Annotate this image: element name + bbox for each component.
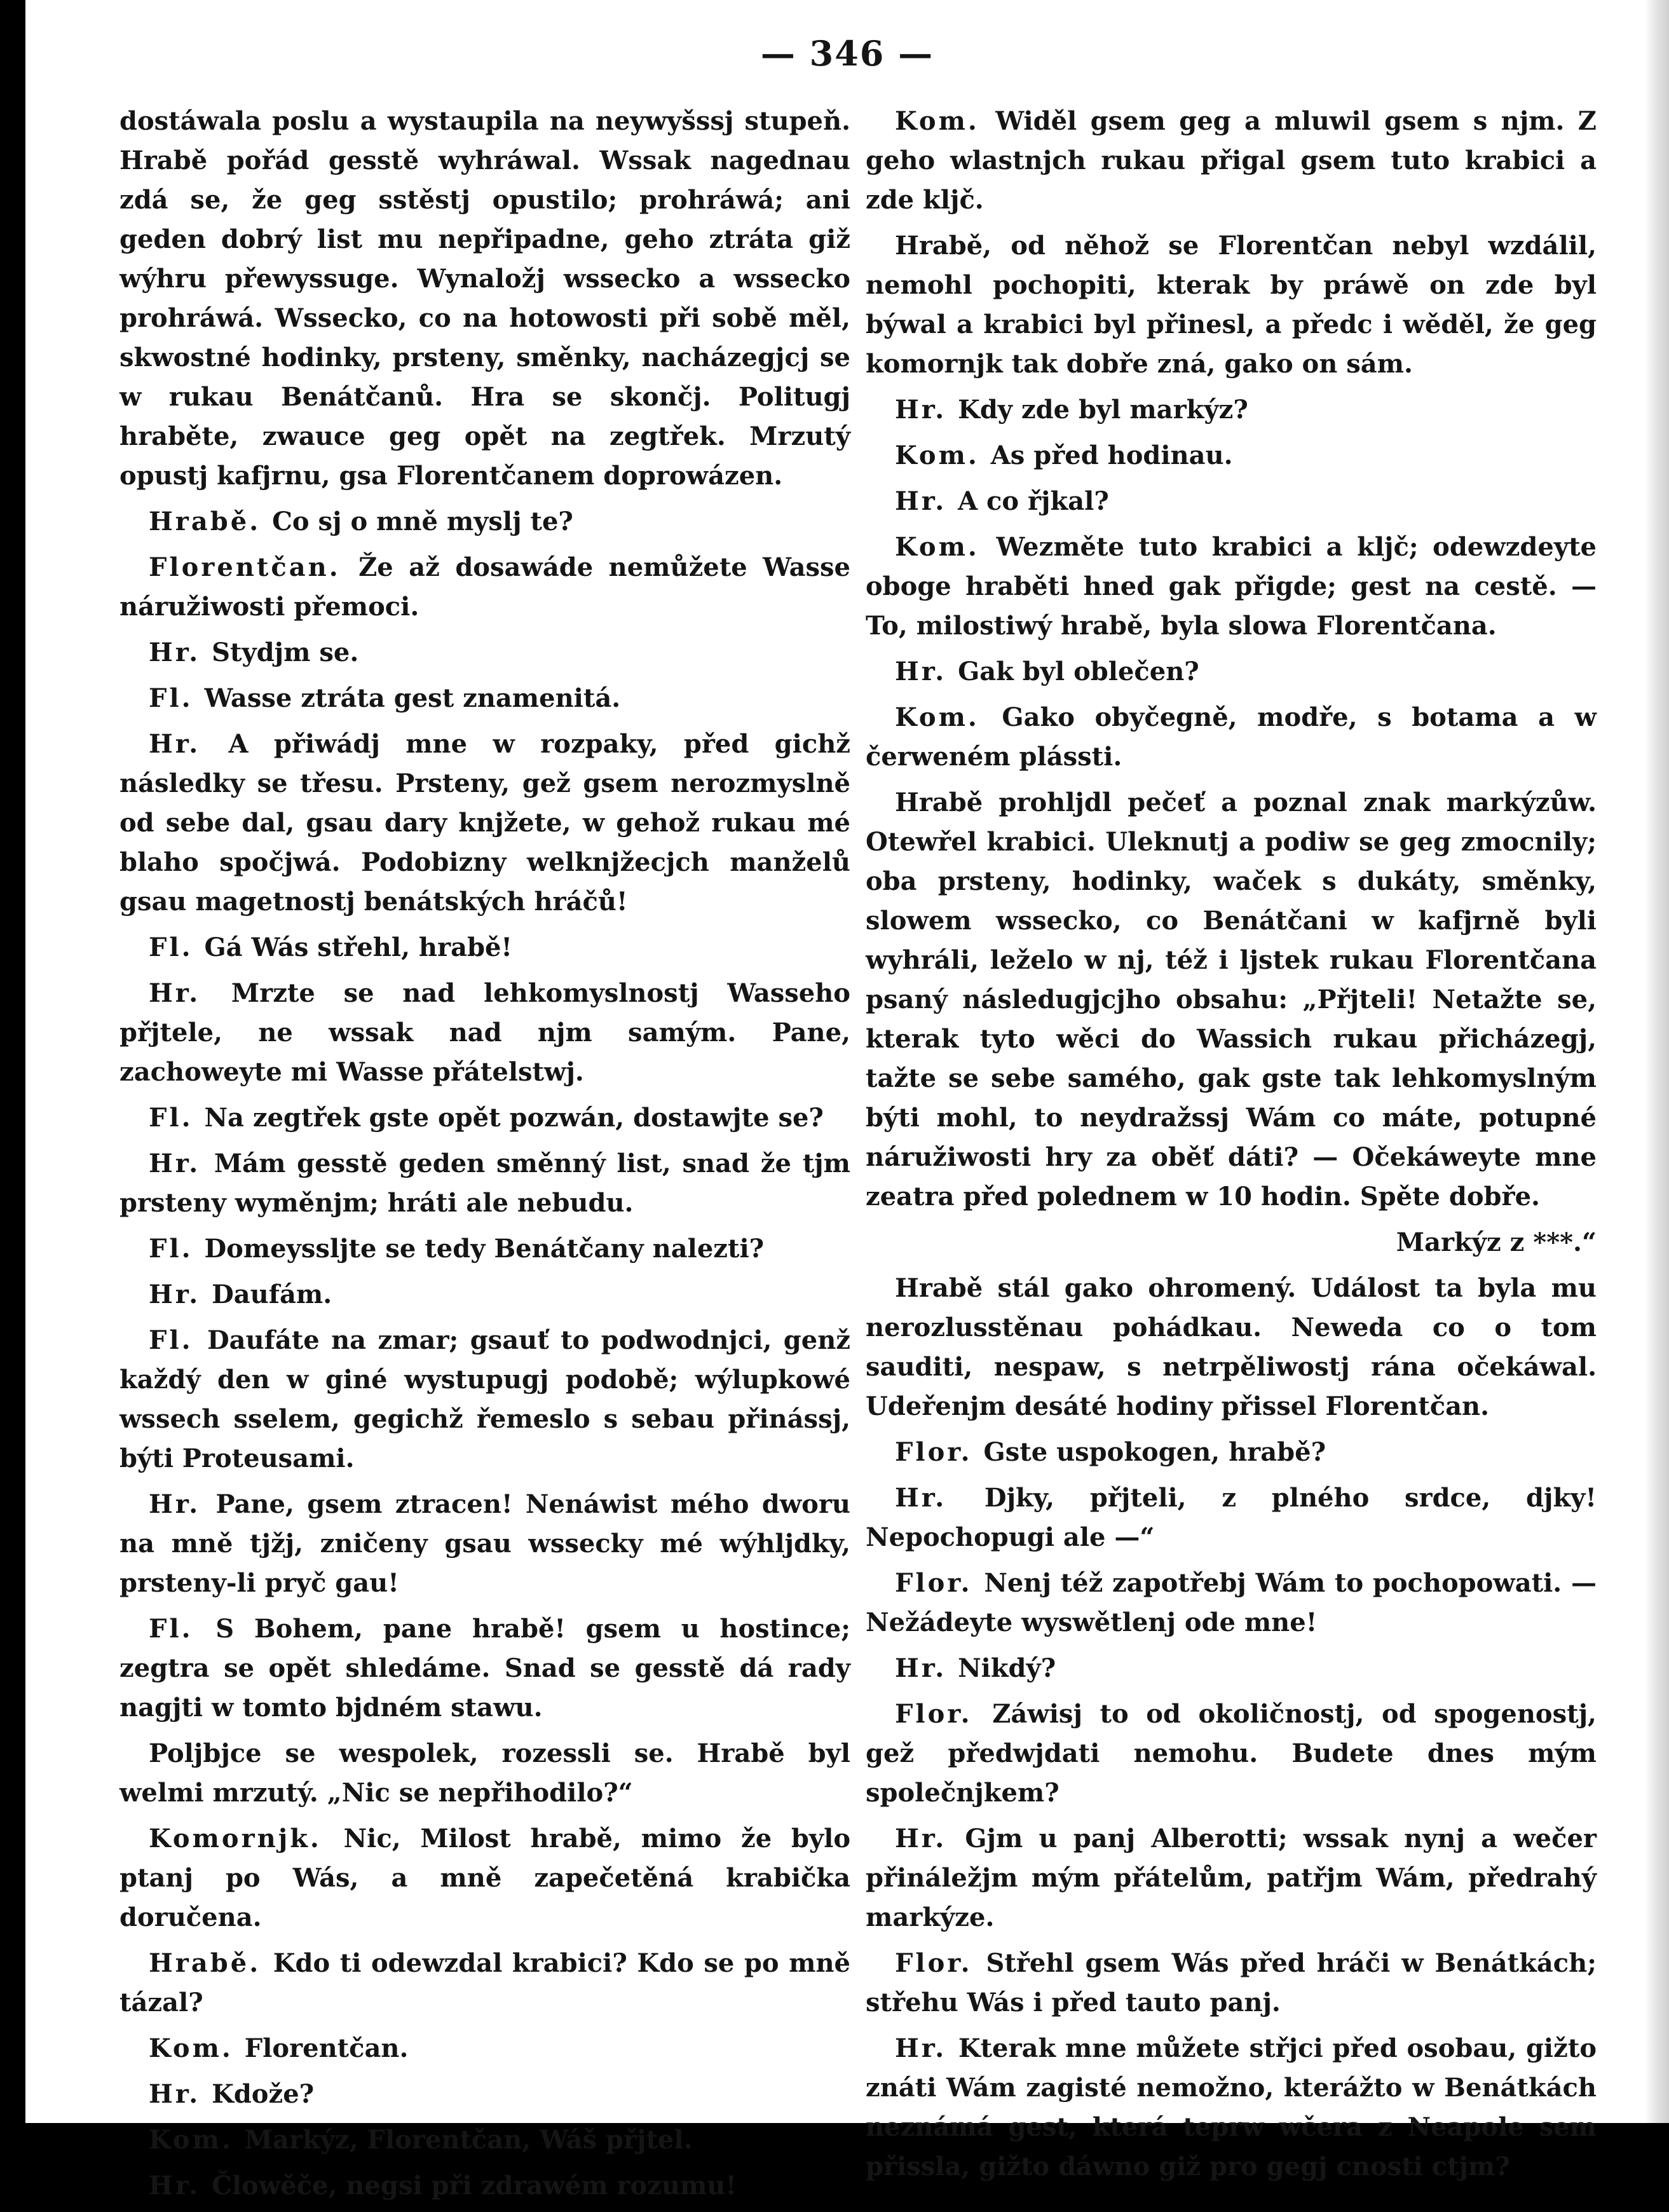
paragraph — [866, 528, 1597, 646]
paragraph — [119, 974, 850, 1092]
paragraph-text: dostáwala poslu a wystaupila na neywyšssj stupeň. Hrabě pořád gesstě wyhráwal. Wssak nagednau zdá se, že geg sstěstj opustilo; prohráwá; ani geden dobrý list mu nepřipadne, geho ztráta giž wýhru přewyssuge. Wynaložj wssecko a wssecko prohráwá. Wssecko, co na hotowosti při sobě měl, skwostné hodinky, prsteny, směnky, nacházegjcj se w rukau Benátčanů. Hra se skončj. Politugj hraběte, zwauce geg opět na zegtřek. Mrzutý opustj kafjrnu, gsa Florentčanem doprowázen. — [119, 106, 850, 491]
paragraph-text: Wasse ztráta gest znamenitá. — [204, 683, 621, 713]
paragraph-text: Gá Wás střehl, hrabě! — [204, 932, 512, 962]
book-page — [25, 0, 1669, 2201]
page-edge-shadow — [1645, 0, 1669, 2123]
paragraph-text: A přiwádj mne w rozpaky, před gichž následky se třesu. Prsteny, gež gsem nerozmyslně od sebe dal, gsau dary knjžete, w gehož rukau mé blaho spočjwá. Podobizny welknjžecjch manželů gsau magetnostj benátských hráčů! — [119, 729, 850, 917]
paragraph — [119, 2120, 850, 2160]
paragraph-text: Záwisj to od okolіčnostj, od spogenostj, gež předwjdati nemohu. Budete dnes mým společnjkem? — [866, 1699, 1597, 1808]
paragraph — [866, 1819, 1597, 1937]
paragraph — [866, 1695, 1597, 1813]
paragraph — [866, 1478, 1597, 1557]
paragraph-text: Kdy zde byl markýz? — [958, 395, 1248, 425]
speaker-label: Hr. — [895, 395, 947, 425]
speaker-label: Hr. — [149, 1489, 201, 1519]
paragraph — [119, 1275, 850, 1314]
speaker-label: Hr. — [149, 729, 201, 759]
speaker-label: Hr. — [895, 1483, 947, 1513]
speaker-label: Hr. — [149, 638, 201, 667]
speaker-label: Hr. — [149, 1149, 201, 1178]
speaker-label: Hrabě. — [149, 507, 261, 536]
paragraph — [119, 1098, 850, 1138]
speaker-label: Kom. — [149, 2125, 233, 2155]
paragraph — [119, 679, 850, 718]
paragraph-text: Widěl gsem geg a mluwil gsem s njm. Z geho wlastnjch rukau přigal gsem tuto krabici a zde klјč. — [866, 106, 1597, 215]
paragraph-text: Co sj o mně myslj te? — [272, 507, 573, 536]
paragraph — [119, 1734, 850, 1813]
speaker-label: Komornjk. — [149, 1824, 322, 1854]
speaker-label: Hr. — [149, 1280, 201, 1309]
paragraph — [866, 436, 1597, 475]
paragraph-text: Markýz, Florentčan, Wáš přjtel. — [244, 2125, 693, 2155]
paragraph — [866, 652, 1597, 692]
speaker-label: Fl. — [149, 932, 193, 962]
paragraph-text: Djky, přjteli, z plného srdce, djky! Nepochopugi ale —“ — [866, 1483, 1597, 1552]
speaker-label: Kom. — [149, 2033, 233, 2063]
paragraph — [866, 226, 1597, 384]
paragraph-text: Domeyssljte se tedy Benátčany nalezti? — [204, 1234, 765, 1264]
paragraph — [119, 928, 850, 967]
paragraph — [119, 2166, 850, 2206]
paragraph-text: Wezměte tuto krabici a klјč; odewzdeyte oboge hraběti hned gak přigde; gest na cestě. — To, milostiwý hrabě, byla slowa Florentčana. — [866, 532, 1597, 641]
paragraph-text: Nenj též zapotřebj Wám to pochopowati. — Nežádeyte wyswětlenj ode mne! — [866, 1568, 1597, 1637]
speaker-label: Hr. — [149, 2171, 201, 2201]
speaker-label: Kom. — [895, 532, 979, 562]
speaker-label: Fl. — [149, 1614, 193, 1644]
paragraph-text: Hrabě stál gako ohromený. Událost ta byla mu nerozlusstěnau pohádkau. Neweda co o tom sauditi, nespaw, s netrpělіwostj rána očekáwal. Udeřenjm desáté hodiny přissel Florentčan. — [866, 1273, 1597, 1421]
speaker-label: Hr. — [895, 2033, 947, 2063]
paragraph-text: A co řjkal? — [958, 486, 1109, 516]
paragraph — [866, 698, 1597, 777]
paragraph-text: Pane, gsem ztracen! Nenáwist mého dworu na mně tjžj, zničeny gsau wssecky mé wýhlјdky, prsteny-li pryč gau! — [119, 1489, 850, 1598]
speaker-label: Kom. — [895, 440, 979, 470]
paragraph-text: Nikdý? — [958, 1653, 1056, 1683]
speaker-label: Fl. — [149, 1234, 193, 1264]
speaker-label: Flor. — [895, 1568, 972, 1598]
paragraph-text: Hrabě prohljdl pečeť a poznal znak markýzůw. Otewřel krabici. Uleknutj a podiw se geg zmocnily; oba prsteny, hodinky, waček s dukáty, směnky, slowem wssecko, co Benátčani w kafjrně byli wyhráli, leželo w nj, též i ljstek rukau Florentčana psaný následugjcjho obsahu: „Přjteli! Netažte se, kterak tyto wěci do Wassich rukau přicházegj, tažte se sebe samého, gak gste tak lehkomyslným býti mohl, to neydražssj Wám co máte, potupné náružiwosti hry za oběť dáti? — Očekáweyte mne zeatra před polednem w 10 hodin. Spěte dobře. — [866, 788, 1597, 1212]
paragraph-text: Daufám. — [212, 1280, 332, 1309]
paragraph — [119, 1321, 850, 1478]
paragraph — [866, 1433, 1597, 1472]
paragraph — [866, 783, 1597, 1217]
paragraph — [119, 1609, 850, 1728]
paragraph — [119, 725, 850, 922]
paragraph-text: Markýz z ***.“ — [1396, 1227, 1597, 1257]
paragraph-text: Kdože? — [212, 2079, 315, 2109]
paragraph — [866, 1269, 1597, 1426]
paragraph — [866, 390, 1597, 430]
paragraph-text: Střehl gsem Wás před hráči w Benátkách; střehu Wás i před tauto panj. — [866, 1948, 1597, 2017]
paragraph — [119, 633, 850, 672]
speaker-label: Hrabě. — [149, 1948, 261, 1978]
paragraph-text: S Bohem, pane hrabě! gsem u hostince; zegtra se opět shledáme. Snad se gesstě dá rady nagjti w tomto bjdném stawu. — [119, 1614, 850, 1723]
speaker-label: Flor. — [895, 1948, 972, 1978]
speaker-label: Fl. — [149, 1103, 193, 1133]
page-number: — 346 — — [760, 33, 934, 74]
paragraph-text: Gak byl oblečen? — [958, 657, 1199, 686]
paragraph-text: Mám gesstě geden směnný list, snad že tjm prsteny wyměnjm; hráti ale nebudu. — [119, 1149, 850, 1218]
paragraph — [119, 1229, 850, 1269]
paragraph-text: Člowěče, negsi při zdrawém rozumu! — [212, 2171, 737, 2201]
speaker-label: Kom. — [895, 106, 979, 136]
paragraph-text: Poljbjce se wespolek, rozessli se. Hrabě byl welmi mrzutý. „Nic se nepřihodilo?“ — [119, 1738, 850, 1808]
paragraph — [119, 548, 850, 627]
paragraph-text: Mrzte se nad lehkomyslnostj Wasseho přjtele, ne wssak nad njm samým. Pane, zachoweyte mi Wasse přátelstwj. — [119, 978, 850, 1087]
paragraph-text: Že až dosawáde nemůžete Wasse náružiwosti přemoci. — [119, 552, 850, 622]
paragraph — [119, 2075, 850, 2114]
paragraph — [866, 1649, 1597, 1688]
speaker-label: Flor. — [895, 1437, 972, 1467]
paragraph — [119, 2029, 850, 2068]
paragraph-text: Na zegtřek gste opět pozwán, dostawjte se? — [204, 1103, 824, 1133]
paragraph-text: Hrabě, od něhož se Florentčan nebyl wzdálil, nemohl pochopiti, kterak by práwě on zde byl býwal a krabici byl přinesl, a předc i wěděl, že geg komornjk tak dobře zná, gako on sám. — [866, 231, 1597, 379]
paragraph — [866, 482, 1597, 521]
paragraph-text: Gako obyčegně, modře, s botama a w čerweném plássti. — [866, 702, 1597, 772]
speaker-label: Florentčan. — [149, 552, 341, 582]
right-column — [866, 102, 1597, 2193]
paragraph-text: Gste uspokogen, hrabě? — [983, 1437, 1326, 1467]
speaker-label: Fl. — [149, 683, 193, 713]
speaker-label: Hr. — [895, 1653, 947, 1683]
paragraph-text: Nic, Milost hrabě, mimo že bylo ptanj po Wás, a mně zapečetěná krabička doručena. — [119, 1824, 850, 1932]
paragraph — [119, 102, 850, 496]
paragraph-text: Daufáte na zmar; gsauť to podwodnjci, genž každý den w giné wystupugj podobě; wýlupkowé wssech sselem, gegichž řemeslo s sebau přinássj, býti Proteusami. — [119, 1325, 851, 1473]
paragraph-text: As před hodinau. — [990, 440, 1233, 470]
paragraph — [119, 1485, 850, 1603]
paragraph — [119, 502, 850, 542]
speaker-label: Hr. — [149, 2079, 201, 2109]
paragraph — [866, 102, 1597, 220]
paragraph-text: Stydjm se. — [212, 638, 359, 667]
speaker-label: Fl. — [149, 1325, 193, 1355]
paragraph-text: Gjm u panj Alberotti; wssak nynj a wečer přináležjm mým přátelům, patřjm Wám, předrahý markýze. — [866, 1824, 1597, 1932]
paragraph — [866, 2029, 1597, 2187]
left-column — [119, 102, 850, 2212]
paragraph — [866, 1564, 1597, 1642]
speaker-label: Hr. — [895, 486, 947, 516]
speaker-label: Hr. — [895, 657, 947, 686]
speaker-label: Hr. — [149, 978, 201, 1008]
paragraph — [119, 1944, 850, 2023]
paragraph-text: Kdo ti odewzdal krabici? Kdo se po mně tázal? — [119, 1948, 850, 2017]
paragraph-text: Florentčan. — [244, 2033, 409, 2063]
paragraph — [866, 1944, 1597, 2023]
paragraph-text: Kterak mne můžete střjci před osobau, gižto znáti Wám zagisté nemožno, kterážto w Benátkách neznámá gest, která teprw wčera z Neapole sem přissla, gižto dáwno giž pro gegj cnosti ctjm? — [866, 2033, 1597, 2181]
speaker-label: Hr. — [895, 1824, 947, 1854]
paragraph — [866, 1223, 1597, 1262]
speaker-label: Flor. — [895, 1699, 972, 1729]
paragraph — [119, 1819, 850, 1937]
paragraph — [119, 1144, 850, 1223]
speaker-label: Kom. — [895, 702, 979, 732]
